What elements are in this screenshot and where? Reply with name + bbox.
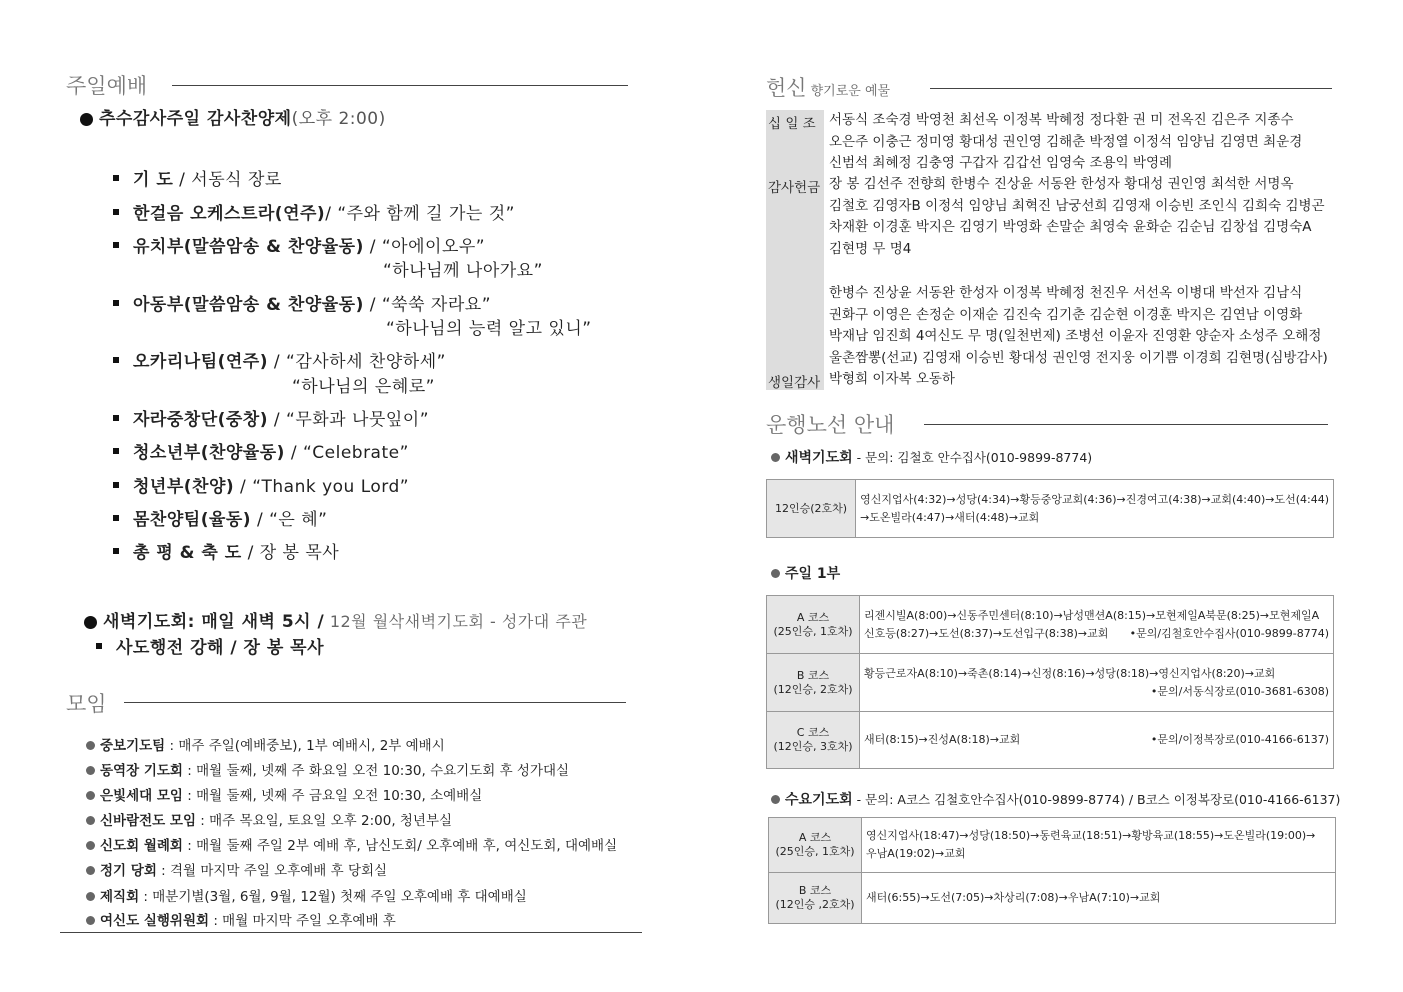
table-row — [769, 818, 1336, 873]
bus-sunday-table — [766, 595, 1334, 769]
bullet-dot-icon — [86, 766, 95, 775]
square-bullet-icon — [113, 175, 119, 181]
offering-title-rule — [930, 88, 1332, 89]
tithe-label: 십 일 조 — [768, 116, 816, 132]
bullet-dot-icon — [86, 866, 95, 875]
square-bullet-icon — [113, 548, 119, 554]
bus-dawn-heading: 새벽기도회 - 문의: 김철호 안수집사(010-9899-8774) — [771, 447, 1092, 467]
route-description: 새터(6:55)→도선(7:05)→차상리(7:08)→우남A(7:10)→교회 — [862, 873, 1336, 924]
meeting-item: 제직회 : 매분기별(3월, 6월, 9월, 12월) 첫째 주일 오후예배 후 대예배실 — [86, 885, 527, 905]
route-contact: •문의/서동식장로(010-3681-6308) — [1150, 684, 1329, 698]
birthday-label: 생일감사 — [768, 375, 821, 391]
meeting-item: 은빛세대 모임 : 매월 둘째, 넷째 주 금요일 오전 10:30, 소예배실 — [86, 784, 482, 804]
table-row — [767, 480, 1334, 538]
bullet-dot-icon — [84, 616, 97, 629]
route-description: 새터(8:15)→진성A(8:18)→교회 •문의/이정복장로(010-4166-6137) — [860, 712, 1334, 769]
meeting-item: 신도회 월례회 : 매월 둘째 주일 2부 예배 후, 남신도회/ 오후예배 후, 여신도회, 대예배실 — [86, 834, 617, 854]
route-label: B 코스 (12인승, 2호차) — [767, 654, 860, 712]
table-row — [767, 596, 1334, 654]
route-description: 영신지업사(4:32)→성당(4:34)→황등중앙교회(4:36)→진경여고(4:38)→교회(4:40)→도선(4:44) →도온빌라(4:47)→새터(4:48)→교회 — [856, 480, 1334, 538]
route-label: 12인승(2호차) — [767, 480, 856, 538]
bullet-dot-icon — [771, 569, 780, 578]
thanks-label: 감사헌금 — [768, 180, 821, 196]
left-bottom-rule — [60, 932, 642, 933]
program-item: 청소년부(찬양율동) / “Celebrate” — [113, 438, 409, 463]
square-bullet-icon — [113, 448, 119, 454]
route-contact: •문의/김철호안수집사(010-9899-8774) — [1129, 626, 1329, 640]
thanks-names-2: 한병수 진상윤 서동완 한성자 이정복 박혜정 천진우 서선옥 이병대 박선자 김남식 권화구 이영은 손정순 이재순 김진숙 김기춘 김순현 이경훈 박지은 김연남 이영화 박재남 임진희 4여신도 무 명(일천번제) 조병선 이윤자 진영환 양순자 소성주 오해정 울촌짬뽕(선교) 김영재 이승빈 황대성 권인영 전지웅 이기쁨 이경희 김현명(심방감사) — [829, 285, 1328, 366]
tithe-names: 서동식 조숙경 박영천 최선옥 이정복 박혜정 정다환 권 미 전옥진 김은주 지종수 오은주 이충근 정미영 황대성 권인영 김해춘 박정열 이정석 임양님 김영면 최운경 신범석 최혜정 김충영 구갑자 김갑선 임영숙 조용익 박영례 — [829, 112, 1303, 171]
meeting-item: 정기 당회 : 격월 마지막 주일 오후예배 후 당회실 — [86, 859, 387, 879]
bullet-dot-icon — [86, 791, 95, 800]
bullet-dot-icon — [86, 892, 95, 901]
square-bullet-icon — [113, 242, 119, 248]
square-bullet-icon — [113, 357, 119, 363]
square-bullet-icon — [113, 515, 119, 521]
event-name: 추수감사주일 감사찬양제 — [99, 109, 292, 129]
thanks-names: 장 봉 김선주 전향희 한병수 진상윤 서동완 한성자 황대성 권인영 최석한 서명옥 김철호 김영자B 이정석 임양님 최혁진 남궁선희 김영재 이승빈 조인식 김희숙 김병곤 차재환 이경훈 박지은 김영기 박영화 손말순 최영숙 윤화순 김순님 김창섭 김명숙A 김현명 무 명4 — [829, 176, 1325, 257]
bullet-dot-icon — [86, 841, 95, 850]
route-description: 황등근로자A(8:10)→죽촌(8:14)→신정(8:16)→성당(8:18)→영신지업사(8:20)→교회 •문의/서동식장로(010-3681-6308) — [860, 654, 1334, 712]
meeting-item: 여신도 실행위원회 : 매월 마지막 주일 오후예배 후 — [86, 909, 396, 929]
square-bullet-icon — [113, 209, 119, 215]
program-item: 오카리나팀(연주) / “감사하세 찬양하세” — [113, 347, 446, 372]
bus-title-rule — [924, 424, 1328, 425]
meeting-item: 동역장 기도회 : 매월 둘째, 넷째 주 화요일 오전 10:30, 수요기도회 후 성가대실 — [86, 759, 569, 779]
bullet-dot-icon — [771, 453, 780, 462]
route-description: 영신지업사(18:47)→성당(18:50)→동련육교(18:51)→황방육교(18:55)→도온빌라(19:00)→ 우남A(19:02)→교회 — [862, 818, 1336, 873]
table-row — [769, 873, 1336, 924]
table-row — [767, 712, 1334, 769]
meeting-item: 중보기도팀 : 매주 주일(예배중보), 1부 예배시, 2부 예배시 — [86, 734, 445, 754]
route-label: C 코스 (12인승, 3호차) — [767, 712, 860, 769]
route-contact: •문의/이정복장로(010-4166-6137) — [1150, 733, 1329, 746]
table-row — [767, 654, 1334, 712]
meeting-item: 신바람전도 모임 : 매주 목요일, 토요일 오후 2:00, 청년부실 — [86, 809, 452, 829]
route-label: A 코스 (25인승, 1호차) — [767, 596, 860, 654]
program-item: 유치부(말씀암송 & 찬양율동) / “아에이오우” — [113, 232, 485, 257]
bullet-dot-icon — [771, 795, 780, 804]
bus-sunday-heading: 주일 1부 — [771, 563, 840, 583]
bullet-dot-icon — [86, 741, 95, 750]
program-item: 한걸음 오케스트라(연주)/ “주와 함께 길 가는 것” — [113, 199, 515, 224]
meetings-title-rule — [124, 702, 626, 703]
route-label: A 코스 (25인승, 1호차) — [769, 818, 862, 873]
program-item-continuation: “하나님의 능력 알고 있니” — [386, 319, 592, 339]
square-bullet-icon — [113, 482, 119, 488]
bullet-dot-icon — [80, 113, 93, 126]
bus-section-title: 운행노선 안내 — [766, 413, 895, 437]
program-item: 기 도 / 서동식 장로 — [113, 165, 282, 190]
dawn-prayer-info: 새벽기도회: 매일 새벽 5시 / 12월 월삭새벽기도회 - 성가대 주관 — [84, 607, 587, 632]
square-bullet-icon — [96, 643, 102, 649]
event-time: (오후 2:00) — [291, 109, 386, 129]
worship-event — [80, 104, 386, 129]
bullet-dot-icon — [86, 916, 95, 925]
program-item-continuation: “하나님께 나아가요” — [383, 261, 543, 281]
bus-dawn-table — [766, 479, 1334, 538]
birthday-names: 박형희 이자복 오동하 — [829, 371, 955, 387]
program-item: 총 평 & 축 도 / 장 봉 목사 — [113, 538, 339, 563]
route-label: B 코스 (12인승 ,2호차) — [769, 873, 862, 924]
bus-wednesday-heading: 수요기도회 - 문의: A코스 김철호안수집사(010-9899-8774) / B코스 이정복장로(010-4166-6137) — [771, 789, 1340, 809]
program-item-continuation: “하나님의 은혜로” — [292, 377, 435, 397]
bullet-dot-icon — [86, 816, 95, 825]
offering-section-title: 헌신 향기로운 예물 — [766, 76, 891, 100]
square-bullet-icon — [113, 415, 119, 421]
dawn-prayer-sub: 사도행전 강해 / 장 봉 목사 — [96, 633, 324, 658]
worship-title-rule — [172, 85, 628, 86]
worship-section-title: 주일예배 — [66, 74, 148, 98]
program-item: 청년부(찬양) / “Thank you Lord” — [113, 472, 409, 497]
bus-wednesday-table — [768, 817, 1336, 924]
offering-subtitle: 향기로운 예물 — [810, 84, 891, 99]
offering-label-column — [766, 110, 824, 390]
square-bullet-icon — [113, 300, 119, 306]
program-item: 아동부(말씀암송 & 찬양율동) / “쑥쑥 자라요” — [113, 290, 491, 315]
route-description: 리젠시빌A(8:00)→신동주민센터(8:10)→남성맨션A(8:15)→모현제일A북문(8:25)→모현제일A 신호등(8:27)→도선(8:37)→도선입구(8:38)→교회 •문의/김철호안수집사(010-9899-8774) — [860, 596, 1334, 654]
program-item: 몸찬양팀(율동) / “은 혜” — [113, 505, 327, 530]
program-item: 자라중창단(중창) / “무화과 나뭇잎이” — [113, 405, 429, 430]
meetings-section-title: 모임 — [66, 692, 107, 716]
